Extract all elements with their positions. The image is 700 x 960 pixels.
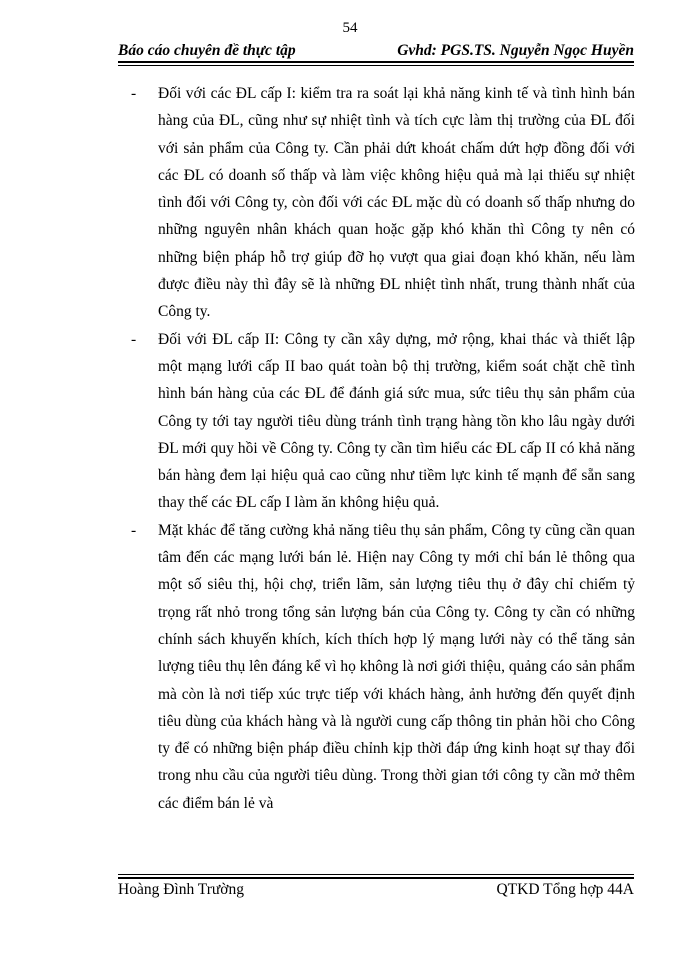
bullet-paragraph	[118, 80, 635, 326]
bullet-dash: -	[131, 521, 137, 539]
page-footer	[118, 881, 634, 899]
bullet-paragraph	[118, 517, 635, 817]
bullet-text: Đối với các ĐL cấp I: kiểm tra ra soát lại khả năng kinh tế và tình hình bán hàng của ĐL, cũng như sự nhiệt tình và tích cực làm thị trường của ĐL đối với sản phẩm của Công ty. Cần phải dứt khoát chấm dứt hợp đồng đối với các ĐL có doanh số thấp và làm việc không hiệu quả mà lại thiếu sự nhiệt tình đối với Công ty, còn đối với các ĐL mặc dù có doanh số thấp nhưng do những nguyên nhân khách quan hoặc gặp khó khăn thì Công ty nên có những biện pháp hỗ trợ giúp đỡ họ vượt qua giai đoạn khó khăn, nếu làm được điều này thì đây sẽ là những ĐL nhiệt tình nhất, trung thành nhất của Công ty.	[158, 85, 635, 321]
header-rule	[118, 61, 634, 63]
bullet-dash: -	[131, 330, 137, 348]
bullet-dash: -	[131, 85, 137, 102]
footer-author: Hoàng Đình Trường	[118, 881, 244, 898]
footer-rule-thin	[118, 874, 634, 875]
header-supervisor: Gvhd: PGS.TS. Nguyễn Ngọc Huyền	[397, 42, 634, 59]
bullet-text: Đối với ĐL cấp II: Công ty cần xây dựng, mở rộng, khai thác và thiết lập một mạng lưới cấp II bao quát toàn bộ thị trường, kiểm soát chặt chẽ tình hình bán hàng của các ĐL để đánh giá sức mua, sức tiêu thụ sản phẩm của Công ty tới tay người tiêu dùng tránh tình trạng hàng tồn kho lâu ngày dưới ĐL mới quy hồi về Công ty. Công ty cần tìm hiểu các ĐL cấp II có khả năng bán hàng đem lại hiệu quả cao cũng như tiềm lực kinh tế mạnh để sẵn sang thay thế các ĐL cấp I làm ăn không hiệu quả.	[158, 330, 635, 512]
bullet-text: Mặt khác để tăng cường khả năng tiêu thụ sản phẩm, Công ty cũng cần quan tâm đến các mạng lưới bán lẻ. Hiện nay Công ty mới chỉ bán lẻ thông qua một số siêu thị, hội chợ, triển lãm, sản lượng tiêu thụ ở đây chỉ chiếm tỷ trọng rất nhỏ trong tổng sản lượng bán của Công ty. Công ty cần có những chính sách khuyến khích, kích thích hợp lý mạng lưới này có thể tăng sản lượng tiêu thụ lên đáng kể vì họ không là nơi giới thiệu, quảng cáo sản phẩm mà còn là nơi tiếp xúc trực tiếp với khách hàng, ảnh hưởng đến quyết định tiêu dùng của khách hàng và là người cung cấp thông tin phản hồi cho Công ty để có những biện pháp điều chỉnh kịp thời đáp ứng kinh hoạt sự thay đổi trong nhu cầu của người tiêu dùng. Trong thời gian tới công ty cần mở thêm các điểm bán lẻ và	[158, 521, 635, 812]
header-report-title: Báo cáo chuyên đề thực tập	[118, 42, 296, 59]
header-rule-thin	[118, 65, 634, 66]
page-number: 54	[342, 20, 358, 36]
page-header	[118, 38, 634, 60]
bullet-paragraph	[118, 326, 635, 517]
body-content	[118, 80, 635, 817]
footer-rule	[118, 877, 634, 879]
footer-class: QTKD Tổng hợp 44A	[496, 881, 634, 898]
